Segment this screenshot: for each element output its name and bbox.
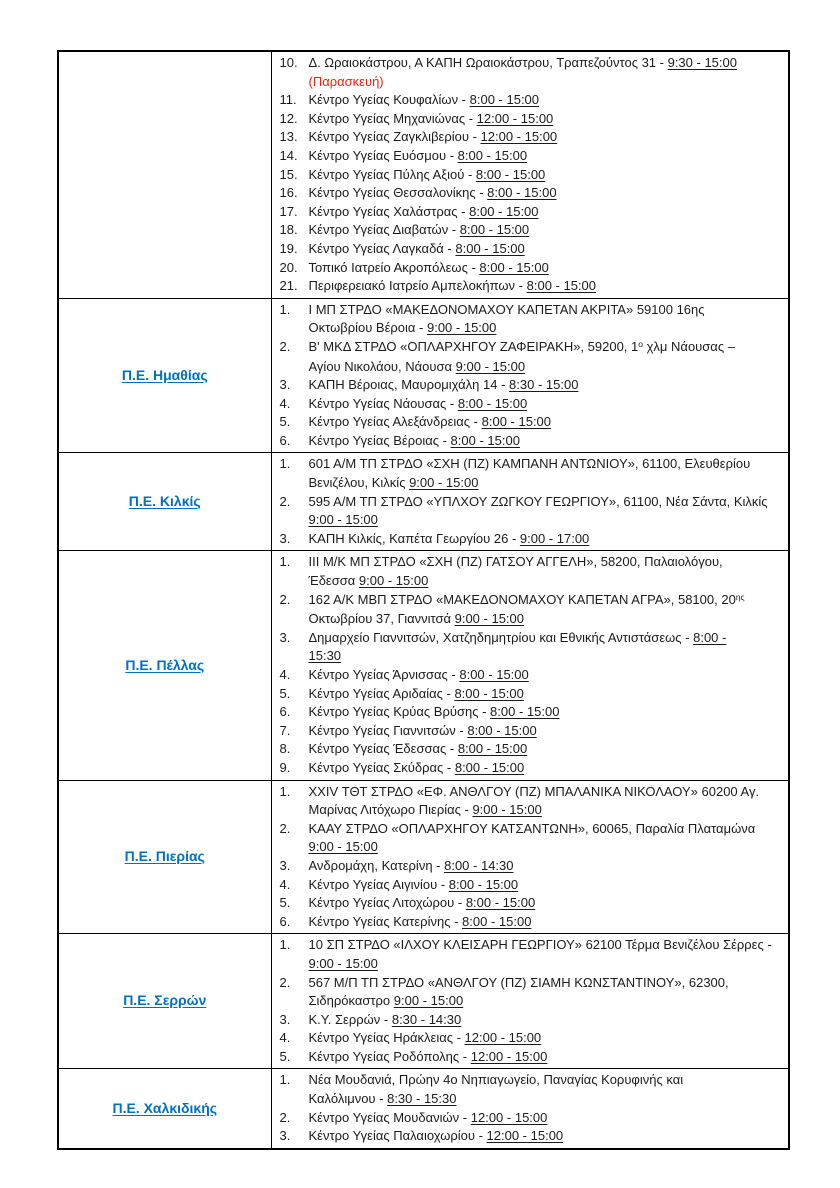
item-text (309, 110, 785, 129)
item-text (309, 666, 785, 685)
hours-text: 8:00 - 15:00 (465, 895, 536, 911)
text-segment: Σιδηρόκαστρο (308, 993, 394, 1009)
item-text (309, 147, 785, 166)
item-number: 2. (279, 1109, 291, 1125)
text-segment: Βενιζέλου, Κιλκίς (308, 475, 410, 491)
item-text (309, 128, 785, 147)
region-cell (58, 1069, 271, 1149)
list-item (280, 740, 785, 759)
item-text (309, 591, 785, 629)
list-item (280, 820, 785, 857)
hours-text: 8:30 - 15:00 (509, 377, 579, 393)
item-number: 19. (279, 240, 298, 256)
list-item (280, 395, 785, 414)
item-number: 6. (279, 432, 291, 448)
text-segment: Νέα Μουδανιά, Πρώην 4ο Νηπιαγωγείο, Παναγίας Κορυφινής και (308, 1072, 684, 1088)
list-item (280, 240, 785, 259)
item-number: 9. (279, 759, 291, 775)
list-item (280, 1071, 785, 1108)
table-row (58, 1069, 789, 1149)
hours-text: 8:00 - 15:00 (469, 92, 540, 108)
item-text (309, 54, 785, 91)
item-number: 4. (279, 667, 291, 682)
list-item (280, 1109, 785, 1128)
list-item (280, 432, 785, 451)
hours-text: 8:00 - 15:00 (455, 240, 525, 256)
item-number: 11. (279, 92, 297, 108)
text-segment: Κέντρο Υγείας Λιτοχώρου - (308, 895, 466, 911)
list-item (280, 128, 785, 147)
hours-text: 9:00 - 15:00 (393, 993, 464, 1009)
item-number: 14. (279, 147, 298, 163)
region-cell (58, 780, 271, 934)
superscript-text: ης (735, 591, 745, 602)
list-item (280, 722, 785, 741)
text-segment: 162 Α/Κ ΜΒΠ ΣΤΡΔΟ «ΜΑΚΕΔΟΝΟΜΑΧΟΥ ΚΑΠΕΤΑΝ ΑΓΡΑ», 58100, 20 (308, 591, 736, 607)
item-number: 3. (279, 530, 291, 546)
text-segment: Κέντρο Υγείας Χαλάστρας - (308, 203, 470, 219)
text-segment: Καλόλιμνου - (308, 1091, 388, 1107)
list-item (280, 259, 785, 278)
hours-text: 8:00 - 15:00 (475, 166, 546, 182)
list-item (280, 913, 785, 932)
text-segment: Κέντρο Υγείας Έδεσσας - (308, 741, 458, 757)
list-item (280, 1048, 785, 1067)
list-item (280, 221, 785, 240)
hours-text: 12:00 - 15:00 (486, 1128, 564, 1144)
text-segment: 567 Μ/Π ΤΠ ΣΤΡΔΟ «ΑΝΘΛΓΟΥ (ΠΖ) ΣΙΑΜΗ ΚΩΝΣΤΑΝΤΙΝΟΥ», 62300, (308, 974, 729, 990)
text-segment: ΚΑΠΗ Κιλκίς, Καπέτα Γεωργίου 26 - (308, 530, 520, 546)
item-number: 2. (279, 338, 291, 354)
hours-text: 8:00 - 15:00 (469, 203, 539, 219)
item-text (309, 1011, 785, 1030)
hours-text: 9:00 - 15:00 (409, 475, 479, 491)
item-number: 16. (279, 185, 298, 201)
hours-text: 9:00 - 15:00 (472, 802, 542, 818)
item-number: 1. (279, 456, 291, 472)
item-text (309, 857, 785, 876)
hours-text: 8:00 - 15:00 (526, 278, 597, 294)
hours-text: 8:30 - 14:30 (391, 1011, 462, 1027)
hours-text: 8:00 - 15:00 (490, 704, 560, 720)
item-number: 3. (279, 629, 291, 645)
hours-text: 8:00 - 15:00 (462, 913, 532, 929)
item-number: 15. (279, 166, 298, 182)
text-segment: Κέντρο Υγείας Κρύας Βρύσης - (308, 704, 491, 720)
hours-text: 15:30 (308, 648, 342, 664)
item-text (309, 974, 785, 1011)
item-text (309, 1029, 785, 1048)
text-segment: XXIV ΤΘΤ ΣΤΡΔΟ «ΕΦ. ΑΝΘΛΓΟΥ (ΠΖ) ΜΠΑΛΑΝΙΚΑ ΝΙΚΟΛΑΟΥ» 60200 Αγ. (308, 783, 760, 799)
text-segment: Δημαρχείο Γιαννιτσών, Χατζηδημητρίου και Εθνικής Αντιστάσεως - (308, 629, 694, 645)
item-number: 4. (279, 1030, 291, 1046)
hours-text: 8:00 - 14:30 (444, 857, 514, 873)
item-number: 6. (279, 704, 291, 720)
item-number: 3. (279, 1128, 291, 1144)
item-number: 5. (279, 1048, 291, 1064)
list-item (280, 876, 785, 895)
list-item (280, 936, 785, 973)
list-item (280, 413, 785, 432)
text-segment: Κέντρο Υγείας Παλαιοχωρίου - (308, 1128, 487, 1144)
item-text (309, 783, 785, 820)
list-item (280, 857, 785, 876)
text-segment: Κέντρο Υγείας Μηχανιώνας - (308, 110, 477, 126)
item-number: 18. (279, 222, 298, 238)
list-item (280, 783, 785, 820)
list-item (280, 1127, 785, 1146)
item-text (309, 259, 785, 278)
item-number: 4. (279, 876, 291, 892)
text-segment: Κ.Υ. Σερρών - (308, 1011, 392, 1027)
text-segment: Κέντρο Υγείας Μουδανιών - (308, 1109, 471, 1125)
text-segment: Οκτωβρίου Βέροια - (308, 320, 427, 336)
item-text (309, 277, 785, 296)
item-number: 5. (279, 414, 291, 430)
region-label[interactable]: Π.Ε. Πέλλας (125, 656, 205, 673)
item-text (309, 703, 785, 722)
region-label[interactable]: Π.Ε. Ημαθίας (121, 366, 208, 383)
list-item (280, 338, 785, 376)
table-row (58, 780, 789, 934)
text-segment: ΙΙΙ Μ/Κ ΜΠ ΣΤΡΔΟ «ΣΧΗ (ΠΖ) ΓΑΤΣΟΥ ΑΓΓΕΛΗ», 58200, Παλαιολόγου, (308, 554, 723, 570)
text-segment: Κέντρο Υγείας Διαβατών - (308, 222, 460, 238)
text-segment: Κέντρο Υγείας Νάουσας - (308, 395, 458, 411)
item-number: 21. (279, 278, 298, 294)
text-segment: Κέντρο Υγείας Κατερίνης - (308, 913, 463, 929)
item-text (309, 413, 785, 432)
text-segment: Κέντρο Υγείας Σκύδρας - (308, 759, 455, 775)
hours-text: 8:00 - 15:00 (457, 147, 528, 163)
item-number: 3. (279, 377, 291, 393)
list-item (280, 184, 785, 203)
table-row (58, 551, 789, 780)
text-segment: Οκτωβρίου 37, Γιαννιτσά (308, 611, 455, 627)
hours-text: 12:00 - 15:00 (480, 129, 558, 145)
item-text (309, 240, 785, 259)
item-text (309, 1127, 785, 1146)
item-number: 1. (279, 554, 291, 570)
text-segment: Κέντρο Υγείας Ηράκλειας - (308, 1030, 465, 1046)
item-number: 17. (279, 203, 298, 219)
note-text: (Παρασκευή) (308, 73, 384, 89)
hours-text: 9:00 - 17:00 (519, 530, 590, 546)
list-item (280, 91, 785, 110)
item-text (309, 221, 785, 240)
item-number: 3. (279, 1011, 291, 1027)
item-number: 1. (279, 783, 291, 799)
text-segment: Κέντρο Υγείας Αριδαίας - (308, 685, 455, 701)
item-text (309, 629, 785, 666)
list-item (280, 553, 785, 590)
table-row (58, 51, 789, 298)
region-label[interactable]: Π.Ε. Σερρών (123, 992, 207, 1009)
text-segment: Κέντρο Υγείας Αλεξάνδρειας - (308, 414, 482, 430)
text-segment: Κέντρο Υγείας Πύλης Αξιού - (308, 166, 476, 182)
item-number: 2. (279, 591, 291, 607)
text-segment: Δ. Ωραιοκάστρου, Α ΚΑΠΗ Ωραιοκάστρου, Τραπεζούντος 31 - (308, 55, 668, 70)
item-number: 12. (279, 110, 298, 126)
text-segment: χλμ Νάουσας – (643, 338, 735, 354)
text-segment: Έδεσσα (308, 573, 359, 589)
text-segment: Αγίου Νικολάου, Νάουσα (308, 358, 456, 374)
region-cell (58, 934, 271, 1069)
hours-text: 12:00 - 15:00 (464, 1030, 542, 1046)
superscript-text: ο (638, 338, 643, 349)
text-segment: Κέντρο Υγείας Θεσσαλονίκης - (308, 185, 488, 201)
item-text (309, 203, 785, 222)
list-item (280, 703, 785, 722)
text-segment: Κέντρο Υγείας Κουφαλίων - (308, 92, 470, 108)
region-label[interactable]: Π.Ε. Χαλκιδικής (112, 1099, 218, 1116)
item-text (309, 338, 785, 376)
item-text (309, 876, 785, 895)
hours-text: 9:00 - 15:00 (358, 573, 429, 589)
list-item (280, 455, 785, 492)
region-label[interactable]: Π.Ε. Κιλκίς (128, 492, 201, 509)
list-item (280, 493, 785, 530)
item-number: 3. (279, 857, 291, 873)
item-text (309, 184, 785, 203)
text-segment: Κέντρο Υγείας Γιαννιτσών - (308, 722, 468, 738)
item-text (309, 395, 785, 414)
item-text (309, 1048, 785, 1067)
hours-text: 8:00 - 15:00 (454, 685, 524, 701)
text-segment: Τοπικό Ιατρείο Ακροπόλεως - (308, 259, 480, 275)
text-segment: ΚΑΠΗ Βέροιας, Μαυρομιχάλη 14 - (308, 377, 510, 393)
item-number: 5. (279, 685, 291, 701)
hours-text: 8:00 - 15:00 (450, 432, 520, 448)
list-item (280, 110, 785, 129)
item-text (309, 740, 785, 759)
list-item (280, 301, 785, 338)
item-number: 1. (279, 1072, 291, 1088)
hours-text: 8:00 - 15:00 (481, 414, 552, 430)
text-segment: Ανδρομάχη, Κατερίνη - (308, 857, 445, 873)
text-segment: Κέντρο Υγείας Βέροιας - (308, 432, 451, 448)
list-item (280, 530, 785, 549)
hours-text: 9:00 - 15:00 (308, 839, 378, 855)
text-segment: Μαρίνας Λιτόχωρο Πιερίας - (308, 802, 473, 818)
item-number: 10. (279, 55, 298, 70)
item-number: 2. (279, 493, 291, 509)
item-number: 4. (279, 395, 291, 411)
list-item (280, 759, 785, 778)
text-segment: 595 Α/Μ ΤΠ ΣΤΡΔΟ «ΥΠΛΧΟΥ ΖΩΓΚΟΥ ΓΕΩΡΓΙΟΥ», 61100, Νέα Σάντα, Κιλκίς (308, 493, 768, 509)
text-segment: Κέντρο Υγείας Ζαγκλιβερίου - (308, 129, 481, 145)
item-text (309, 1071, 785, 1108)
text-segment: Β' ΜΚΔ ΣΤΡΔΟ «ΟΠΛΑΡΧΗΓΟΥ ΖΑΦΕΙΡΑΚΗ», 59200, 1 (308, 338, 639, 354)
item-number: 20. (279, 259, 298, 275)
hours-text: 8:00 - 15:00 (448, 876, 519, 892)
item-text (309, 432, 785, 451)
items-cell (271, 453, 789, 551)
item-number: 6. (279, 913, 291, 929)
hours-text: 12:00 - 15:00 (470, 1109, 548, 1125)
list-item (280, 147, 785, 166)
table-row (58, 298, 789, 453)
text-segment: Κέντρο Υγείας Λαγκαδά - (308, 240, 456, 256)
item-number: 5. (279, 895, 291, 911)
item-number: 1. (279, 937, 291, 953)
hours-text: 8:00 - 15:00 (457, 395, 528, 411)
list-item (280, 277, 785, 296)
list-item (280, 666, 785, 685)
region-label[interactable]: Π.Ε. Πιερίας (124, 847, 205, 864)
hours-text: 8:00 - 15:00 (467, 722, 537, 738)
item-text (309, 493, 785, 530)
item-number: 7. (279, 722, 291, 738)
text-segment: Κέντρο Υγείας Ευόσμου - (308, 147, 458, 163)
item-text (309, 455, 785, 492)
hours-text: 8:00 - (693, 629, 727, 645)
text-segment: Κέντρο Υγείας Άρνισσας - (308, 667, 460, 682)
item-text (309, 530, 785, 549)
hours-text: 9:00 - 15:00 (426, 320, 497, 336)
hours-text: 8:00 - 15:00 (479, 259, 549, 275)
item-number: 2. (279, 974, 291, 990)
hours-text: 9:00 - 15:00 (308, 512, 378, 528)
item-text (309, 894, 785, 913)
text-segment: ΚΑΑΥ ΣΤΡΔΟ «ΟΠΛΑΡΧΗΓΟΥ ΚΑΤΣΑΝΤΩΝΗ», 60065, Παραλία Πλαταμώνα (308, 820, 756, 836)
hours-text: 8:30 - 15:30 (387, 1091, 457, 1107)
text-segment: Ι ΜΠ ΣΤΡΔΟ «ΜΑΚΕΔΟΝΟΜΑΧΟΥ ΚΑΠΕΤΑΝ ΑΚΡΙΤΑ» 59100 16ης (308, 301, 705, 317)
list-item (280, 166, 785, 185)
hours-text: 12:00 - 15:00 (476, 110, 554, 126)
region-cell (58, 551, 271, 780)
item-text (309, 1109, 785, 1128)
hours-text: 9:30 - 15:00 (667, 55, 737, 70)
hours-text: 12:00 - 15:00 (470, 1048, 548, 1064)
list-item (280, 591, 785, 629)
item-text (309, 820, 785, 857)
list-item (280, 376, 785, 395)
item-text (309, 376, 785, 395)
region-cell (58, 51, 271, 298)
item-text (309, 91, 785, 110)
text-segment: Περιφερειακό Ιατρείο Αμπελοκήπων - (308, 278, 527, 294)
items-cell (271, 551, 789, 780)
hours-text: 9:00 - 15:00 (308, 955, 378, 971)
list-item (280, 203, 785, 222)
list-item (280, 894, 785, 913)
hours-text: 9:00 - 15:00 (455, 358, 526, 374)
item-text (309, 759, 785, 778)
hours-text: 8:00 - 15:00 (457, 741, 528, 757)
hours-text: 9:00 - 15:00 (454, 611, 524, 627)
item-text (309, 301, 785, 338)
item-number: 1. (279, 301, 291, 317)
item-number: 2. (279, 820, 291, 836)
table-row (58, 934, 789, 1069)
region-cell (58, 453, 271, 551)
hours-text: 8:00 - 15:00 (459, 667, 529, 682)
item-text (309, 936, 785, 973)
items-cell (271, 934, 789, 1069)
item-number: 8. (279, 741, 291, 757)
list-item (280, 1011, 785, 1030)
hours-text: 8:00 - 15:00 (487, 185, 557, 201)
text-segment: Κέντρο Υγείας Αιγινίου - (308, 876, 449, 892)
items-cell (271, 780, 789, 934)
text-segment: 601 Α/Μ ΤΠ ΣΤΡΔΟ «ΣΧΗ (ΠΖ) ΚΑΜΠΑΝΗ ΑΝΤΩΝΙΟΥ», 61100, Ελευθερίου (308, 456, 751, 472)
regional-units-table (57, 50, 790, 1150)
region-cell (58, 298, 271, 453)
items-cell (271, 51, 789, 298)
list-item (280, 629, 785, 666)
item-text (309, 166, 785, 185)
hours-text: 8:00 - 15:00 (454, 759, 525, 775)
item-text (309, 722, 785, 741)
hours-text: 8:00 - 15:00 (459, 222, 530, 238)
item-text (309, 685, 785, 704)
item-text (309, 553, 785, 590)
list-item (280, 974, 785, 1011)
list-item (280, 685, 785, 704)
item-text (309, 913, 785, 932)
table-body (58, 51, 789, 1149)
items-cell (271, 1069, 789, 1149)
text-segment: Κέντρο Υγείας Ροδόπολης - (308, 1048, 471, 1064)
items-cell (271, 298, 789, 453)
table-row (58, 453, 789, 551)
text-segment: 10 ΣΠ ΣΤΡΔΟ «ΙΛΧΟΥ ΚΛΕΙΣΑΡΗ ΓΕΩΡΓΙΟΥ» 62100 Τέρμα Βενιζέλου Σέρρες - (308, 937, 772, 953)
item-number: 13. (279, 129, 298, 145)
list-item (280, 54, 785, 91)
list-item (280, 1029, 785, 1048)
